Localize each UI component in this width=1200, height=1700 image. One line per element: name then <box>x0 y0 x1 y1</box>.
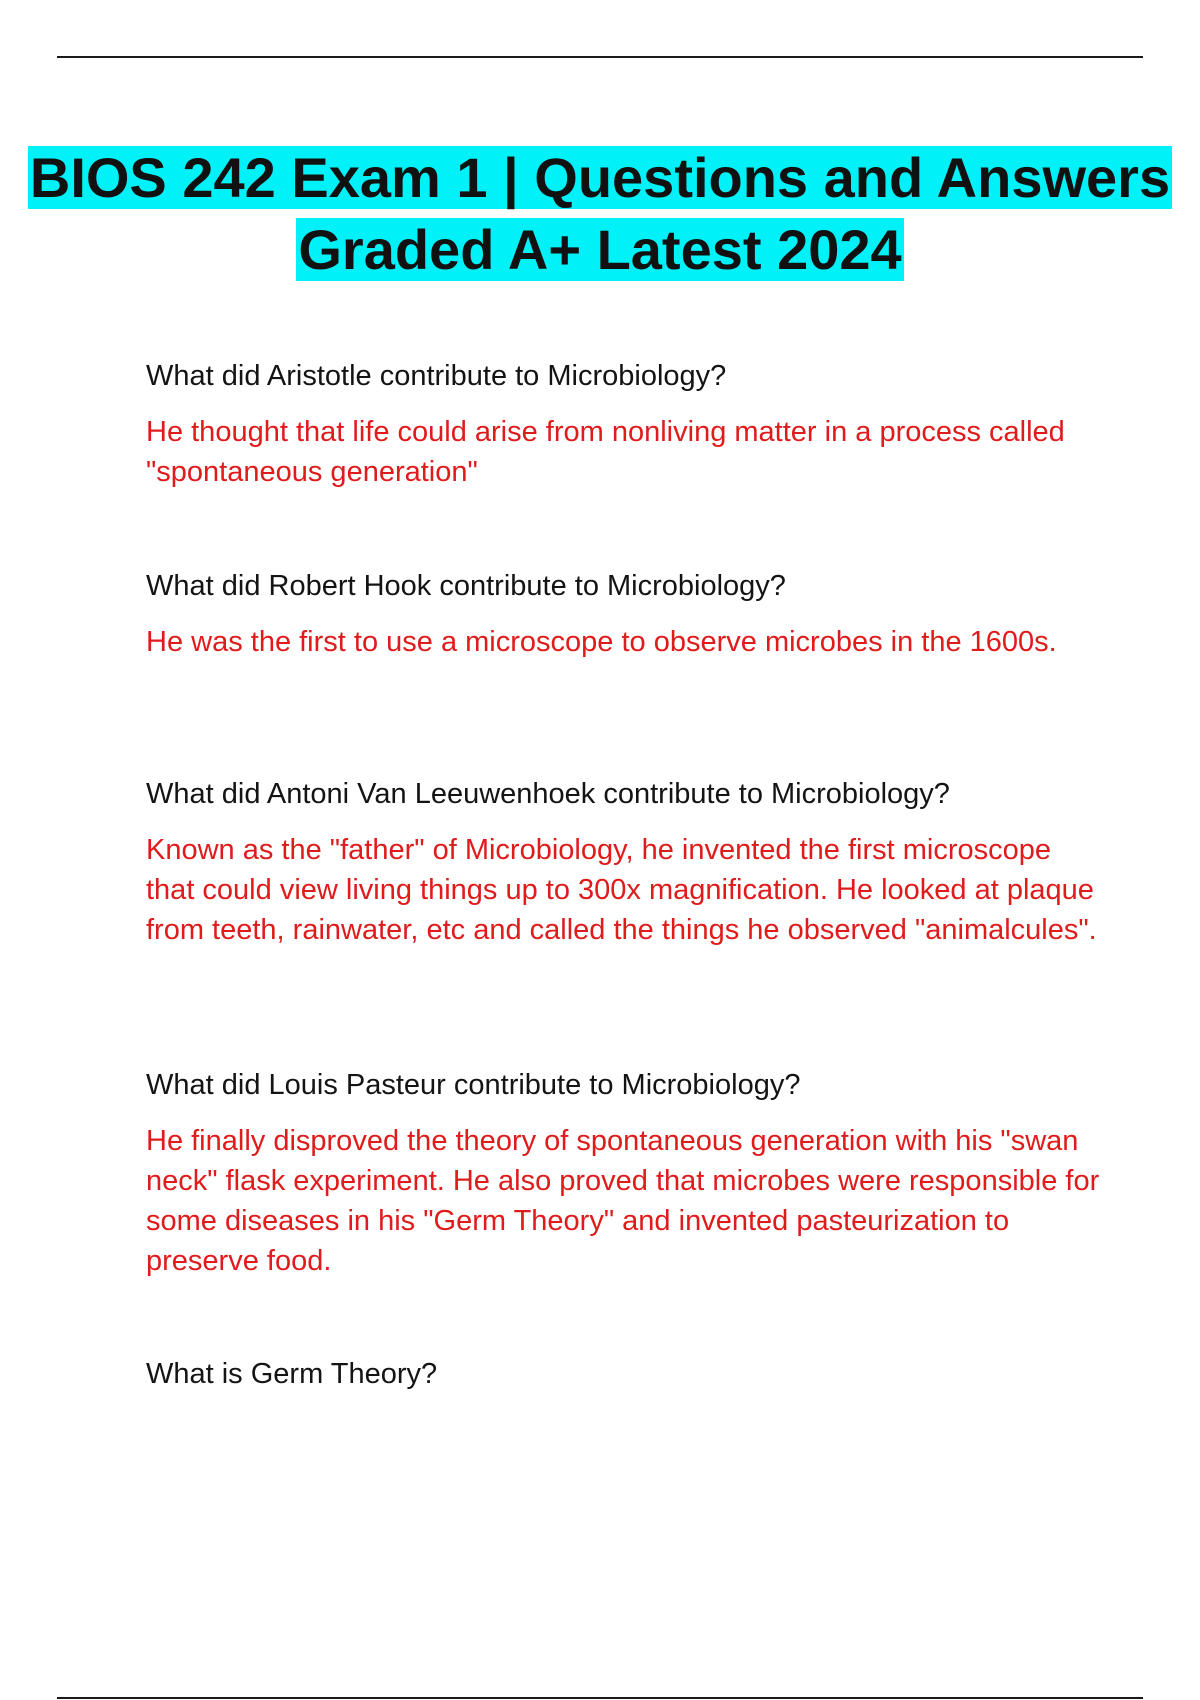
qa-item <box>146 1354 1106 1394</box>
question-text: What is Germ Theory? <box>146 1358 438 1390</box>
question-text: What did Robert Hook contribute to Microbiology? <box>146 570 786 602</box>
question-text: What did Louis Pasteur contribute to Microbiology? <box>146 1069 801 1101</box>
question-text: What did Antoni Van Leeuwenhoek contribute to Microbiology? <box>146 778 950 810</box>
answer-text: Known as the "father" of Microbiology, he invented the first microscope that could view living things up to 300x magnification. He looked at plaque from teeth, rainwater, etc and called the things he observed "animalcules". <box>146 834 1097 946</box>
bottom-rule <box>57 1697 1143 1699</box>
top-rule <box>57 56 1143 58</box>
question-text: What did Aristotle contribute to Microbiology? <box>146 360 727 392</box>
qa-item <box>146 1065 1106 1281</box>
document-title <box>0 142 1200 286</box>
answer-text: He finally disproved the theory of spontaneous generation with his "swan neck" flask experiment. He also proved that microbes were responsible for some diseases in his "Germ Theory" and invented pasteurization to preserve food. <box>146 1125 1100 1277</box>
title-highlight: BIOS 242 Exam 1 | Questions and Answers Graded A+ Latest 2024 <box>29 146 1171 281</box>
qa-item <box>146 774 1106 950</box>
qa-item <box>146 566 1106 662</box>
answer-text: He was the first to use a microscope to observe microbes in the 1600s. <box>146 626 1057 658</box>
qa-item <box>146 356 1106 492</box>
answer-text: He thought that life could arise from nonliving matter in a process called "spontaneous generation" <box>146 416 1065 488</box>
